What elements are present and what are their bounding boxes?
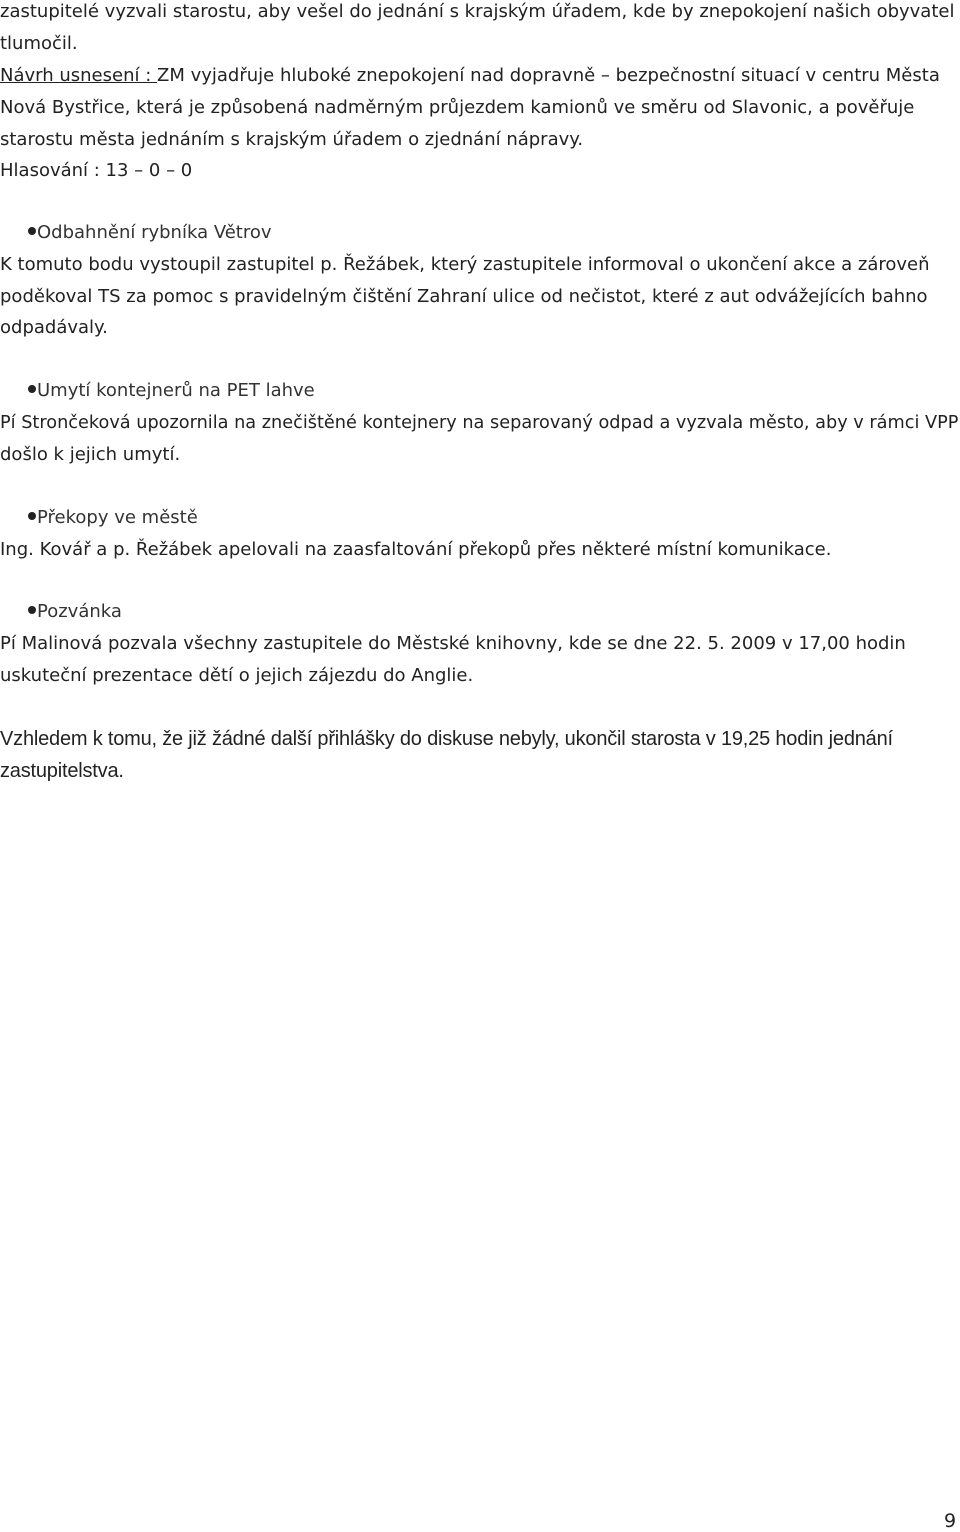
section-2-line-2: došlo k jejich umytí.	[0, 444, 181, 465]
page-number: 9	[944, 1510, 957, 1532]
closing-line-1: Vzhledem k tomu, že již žádné další přihlášky do diskuse nebyly, ukončil starosta v 19,25 hodin jednání	[0, 728, 893, 750]
section-1-line-1: K tomuto bodu vystoupil zastupitel p. Řežábek, který zastupitele informoval o ukončení akce a zároveň	[0, 254, 930, 275]
section-2-line-1: Pí Strončeková upozornila na znečištěné kontejnery na separovaný odpad a vyzvala město, aby v rámci VPP	[0, 413, 959, 433]
navrh-label: Návrh usnesení :	[0, 65, 157, 86]
section-heading-1: Odbahnění rybníka Větrov	[28, 222, 272, 244]
vote-result: Hlasování : 13 – 0 – 0	[0, 160, 193, 181]
bullet-icon	[28, 227, 36, 235]
bullet-icon	[28, 606, 36, 614]
bullet-icon	[28, 512, 36, 520]
section-4-line-2: uskuteční prezentace dětí o jejich zájezdu do Anglie.	[0, 665, 474, 686]
navrh-line-1	[0, 65, 940, 87]
section-3-line-1: Ing. Kovář a p. Řežábek apelovali na zaasfaltování překopů přes některé místní komunikace.	[0, 539, 832, 560]
navrh-line-3: starostu města jednáním s krajským úřadem o zjednání nápravy.	[0, 129, 584, 150]
navrh-line-2: Nová Bystřice, která je způsobená nadměrným průjezdem kamionů ve směru od Slavonic, a pověřuje	[0, 97, 915, 118]
section-4-line-1: Pí Malinová pozvala všechny zastupitele do Městské knihovny, kde se dne 22. 5. 2009 v 17,00 hodin	[0, 633, 906, 654]
intro-line-1: zastupitelé vyzvali starostu, aby vešel do jednání s krajským úřadem, kde by znepokojení našich obyvatel	[0, 1, 955, 22]
intro-line-2: tlumočil.	[0, 33, 78, 54]
bullet-icon	[28, 385, 36, 393]
section-heading-3: Překopy ve městě	[28, 507, 198, 529]
section-heading-4: Pozvánka	[28, 601, 122, 623]
section-heading-2: Umytí kontejnerů na PET lahve	[28, 380, 315, 402]
section-1-line-2: poděkoval TS za pomoc s pravidelným čištění Zahraní ulice od nečistot, které z aut odvážejících bahno	[0, 286, 928, 307]
navrh-line-1-text: ZM vyjadřuje hluboké znepokojení nad dopravně – bezpečnostní situací v centru Města	[157, 65, 940, 86]
section-1-line-3: odpadávaly.	[0, 317, 108, 338]
closing-line-2: zastupitelstva.	[0, 760, 124, 782]
